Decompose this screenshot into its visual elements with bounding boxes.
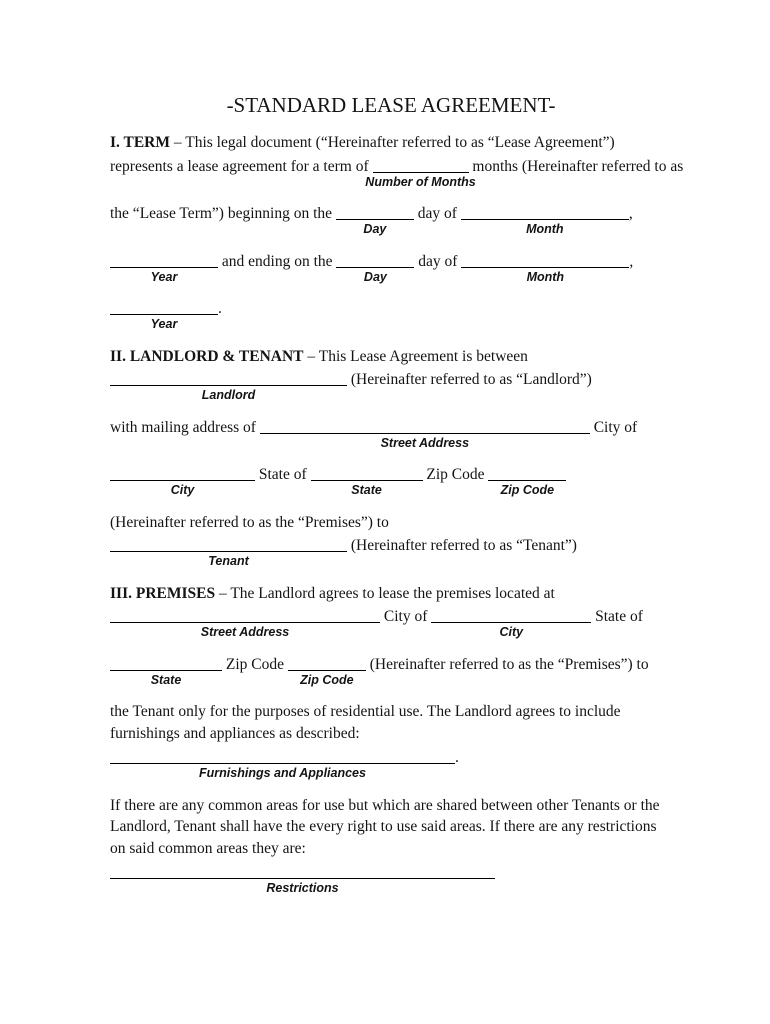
- field-label: City: [499, 625, 524, 639]
- text-segment: ,: [629, 252, 634, 270]
- blank-number-of-months[interactable]: [365, 157, 476, 189]
- text-line: [110, 583, 672, 605]
- field-label: State: [150, 672, 182, 687]
- text-segment: (Hereinafter referred to as “Tenant”): [347, 537, 577, 554]
- form-line: [110, 369, 672, 402]
- text-segment: State of: [591, 608, 643, 625]
- field-label: Year: [150, 317, 178, 331]
- field-label: Day: [363, 222, 387, 236]
- text-segment: the “Lease Term”) beginning on the: [110, 205, 336, 222]
- text-segment: represents a lease agreement for a term of: [110, 157, 373, 175]
- text-line: [110, 346, 672, 368]
- field-label: State: [351, 483, 382, 497]
- text-segment: City of: [380, 608, 432, 625]
- form-line: [110, 464, 672, 497]
- text-segment: ,: [628, 205, 633, 222]
- paragraph: [110, 795, 672, 860]
- field-label: City: [170, 483, 195, 497]
- field-label: Number of Months: [365, 174, 476, 189]
- section-heading-text: I. TERM: [110, 134, 171, 151]
- field-label: Year: [150, 269, 178, 284]
- document-body: [110, 132, 684, 895]
- field-label: Month: [526, 269, 565, 284]
- field-label: Zip Code: [300, 672, 354, 687]
- text-segment: .: [455, 749, 459, 766]
- blank-state[interactable]: [311, 465, 423, 497]
- blank-year[interactable]: [110, 299, 218, 331]
- blank-month[interactable]: [461, 204, 629, 236]
- blank-city[interactable]: [110, 465, 255, 497]
- text-segment: with mailing address of: [110, 418, 260, 436]
- text-segment: – This Lease Agreement is between: [303, 347, 528, 365]
- blank-year[interactable]: [110, 252, 218, 284]
- text-segment: (Hereinafter referred to as the “Premises”) to: [365, 655, 649, 673]
- form-line: [110, 606, 672, 639]
- field-label: Month: [526, 222, 564, 236]
- field-label: Furnishings and Appliances: [199, 766, 366, 780]
- field-label: Day: [363, 269, 387, 284]
- paragraph: [110, 701, 672, 744]
- blank-day[interactable]: [336, 252, 414, 284]
- form-line: [110, 747, 672, 780]
- text-line: [110, 132, 672, 154]
- blank-street-address[interactable]: [110, 607, 380, 639]
- text-line: [110, 512, 672, 534]
- section-heading-text: II. LANDLORD & TENANT: [110, 347, 304, 365]
- form-line: [110, 862, 672, 895]
- blank-restrictions[interactable]: [110, 863, 495, 895]
- text-segment: day of: [413, 205, 461, 222]
- blank-day[interactable]: [336, 204, 414, 236]
- blank-landlord[interactable]: [110, 370, 347, 402]
- blank-furnishings-and-appliances[interactable]: [110, 748, 455, 780]
- form-line: [110, 535, 672, 568]
- text-segment: (Hereinafter referred to as the “Premises”) to: [110, 513, 389, 531]
- text-segment: – The Landlord agrees to lease the premises located at: [215, 584, 555, 602]
- blank-city[interactable]: [431, 607, 591, 639]
- field-label: Restrictions: [266, 881, 339, 895]
- form-line: [110, 298, 672, 331]
- form-line: [110, 417, 672, 450]
- field-label: Tenant: [208, 554, 249, 568]
- blank-tenant[interactable]: [110, 536, 347, 568]
- blank-state[interactable]: [110, 655, 222, 687]
- text-segment: (Hereinafter referred to as “Landlord”): [347, 371, 592, 388]
- field-label: Street Address: [380, 435, 470, 450]
- text-segment: – This legal document (“Hereinafter referred to as “Lease Agreement”): [170, 134, 615, 151]
- text-segment: Zip Code: [422, 466, 489, 483]
- field-label: Landlord: [201, 388, 256, 402]
- text-segment: Zip Code: [222, 655, 288, 673]
- text-segment: the Tenant only for the purposes of residential use. The Landlord agrees to include furnishings and appliances as described:: [110, 703, 621, 742]
- blank-month[interactable]: [461, 252, 629, 284]
- field-label: Street Address: [200, 625, 290, 639]
- form-line: [110, 654, 672, 687]
- text-segment: If there are any common areas for use but which are shared between other Tenants or the Landlord, Tenant shall have the every right to use said areas. If there are any restrictions on said common areas they are:: [110, 796, 660, 857]
- text-segment: months (Hereinafter referred to as: [468, 157, 684, 175]
- form-line: [110, 251, 672, 284]
- blank-zip-code[interactable]: [488, 465, 566, 497]
- text-segment: and ending on the: [218, 252, 337, 270]
- document-title: -STANDARD LEASE AGREEMENT-: [226, 93, 556, 117]
- form-line: [110, 203, 672, 236]
- text-segment: day of: [414, 252, 462, 270]
- blank-zip-code[interactable]: [288, 655, 366, 687]
- text-segment: City of: [589, 418, 638, 436]
- blank-street-address[interactable]: [260, 418, 590, 450]
- form-line: [110, 156, 684, 189]
- text-segment: State of: [255, 466, 311, 483]
- section-heading-text: III. PREMISES: [110, 584, 216, 602]
- field-label: Zip Code: [500, 483, 555, 497]
- text-segment: .: [218, 300, 222, 317]
